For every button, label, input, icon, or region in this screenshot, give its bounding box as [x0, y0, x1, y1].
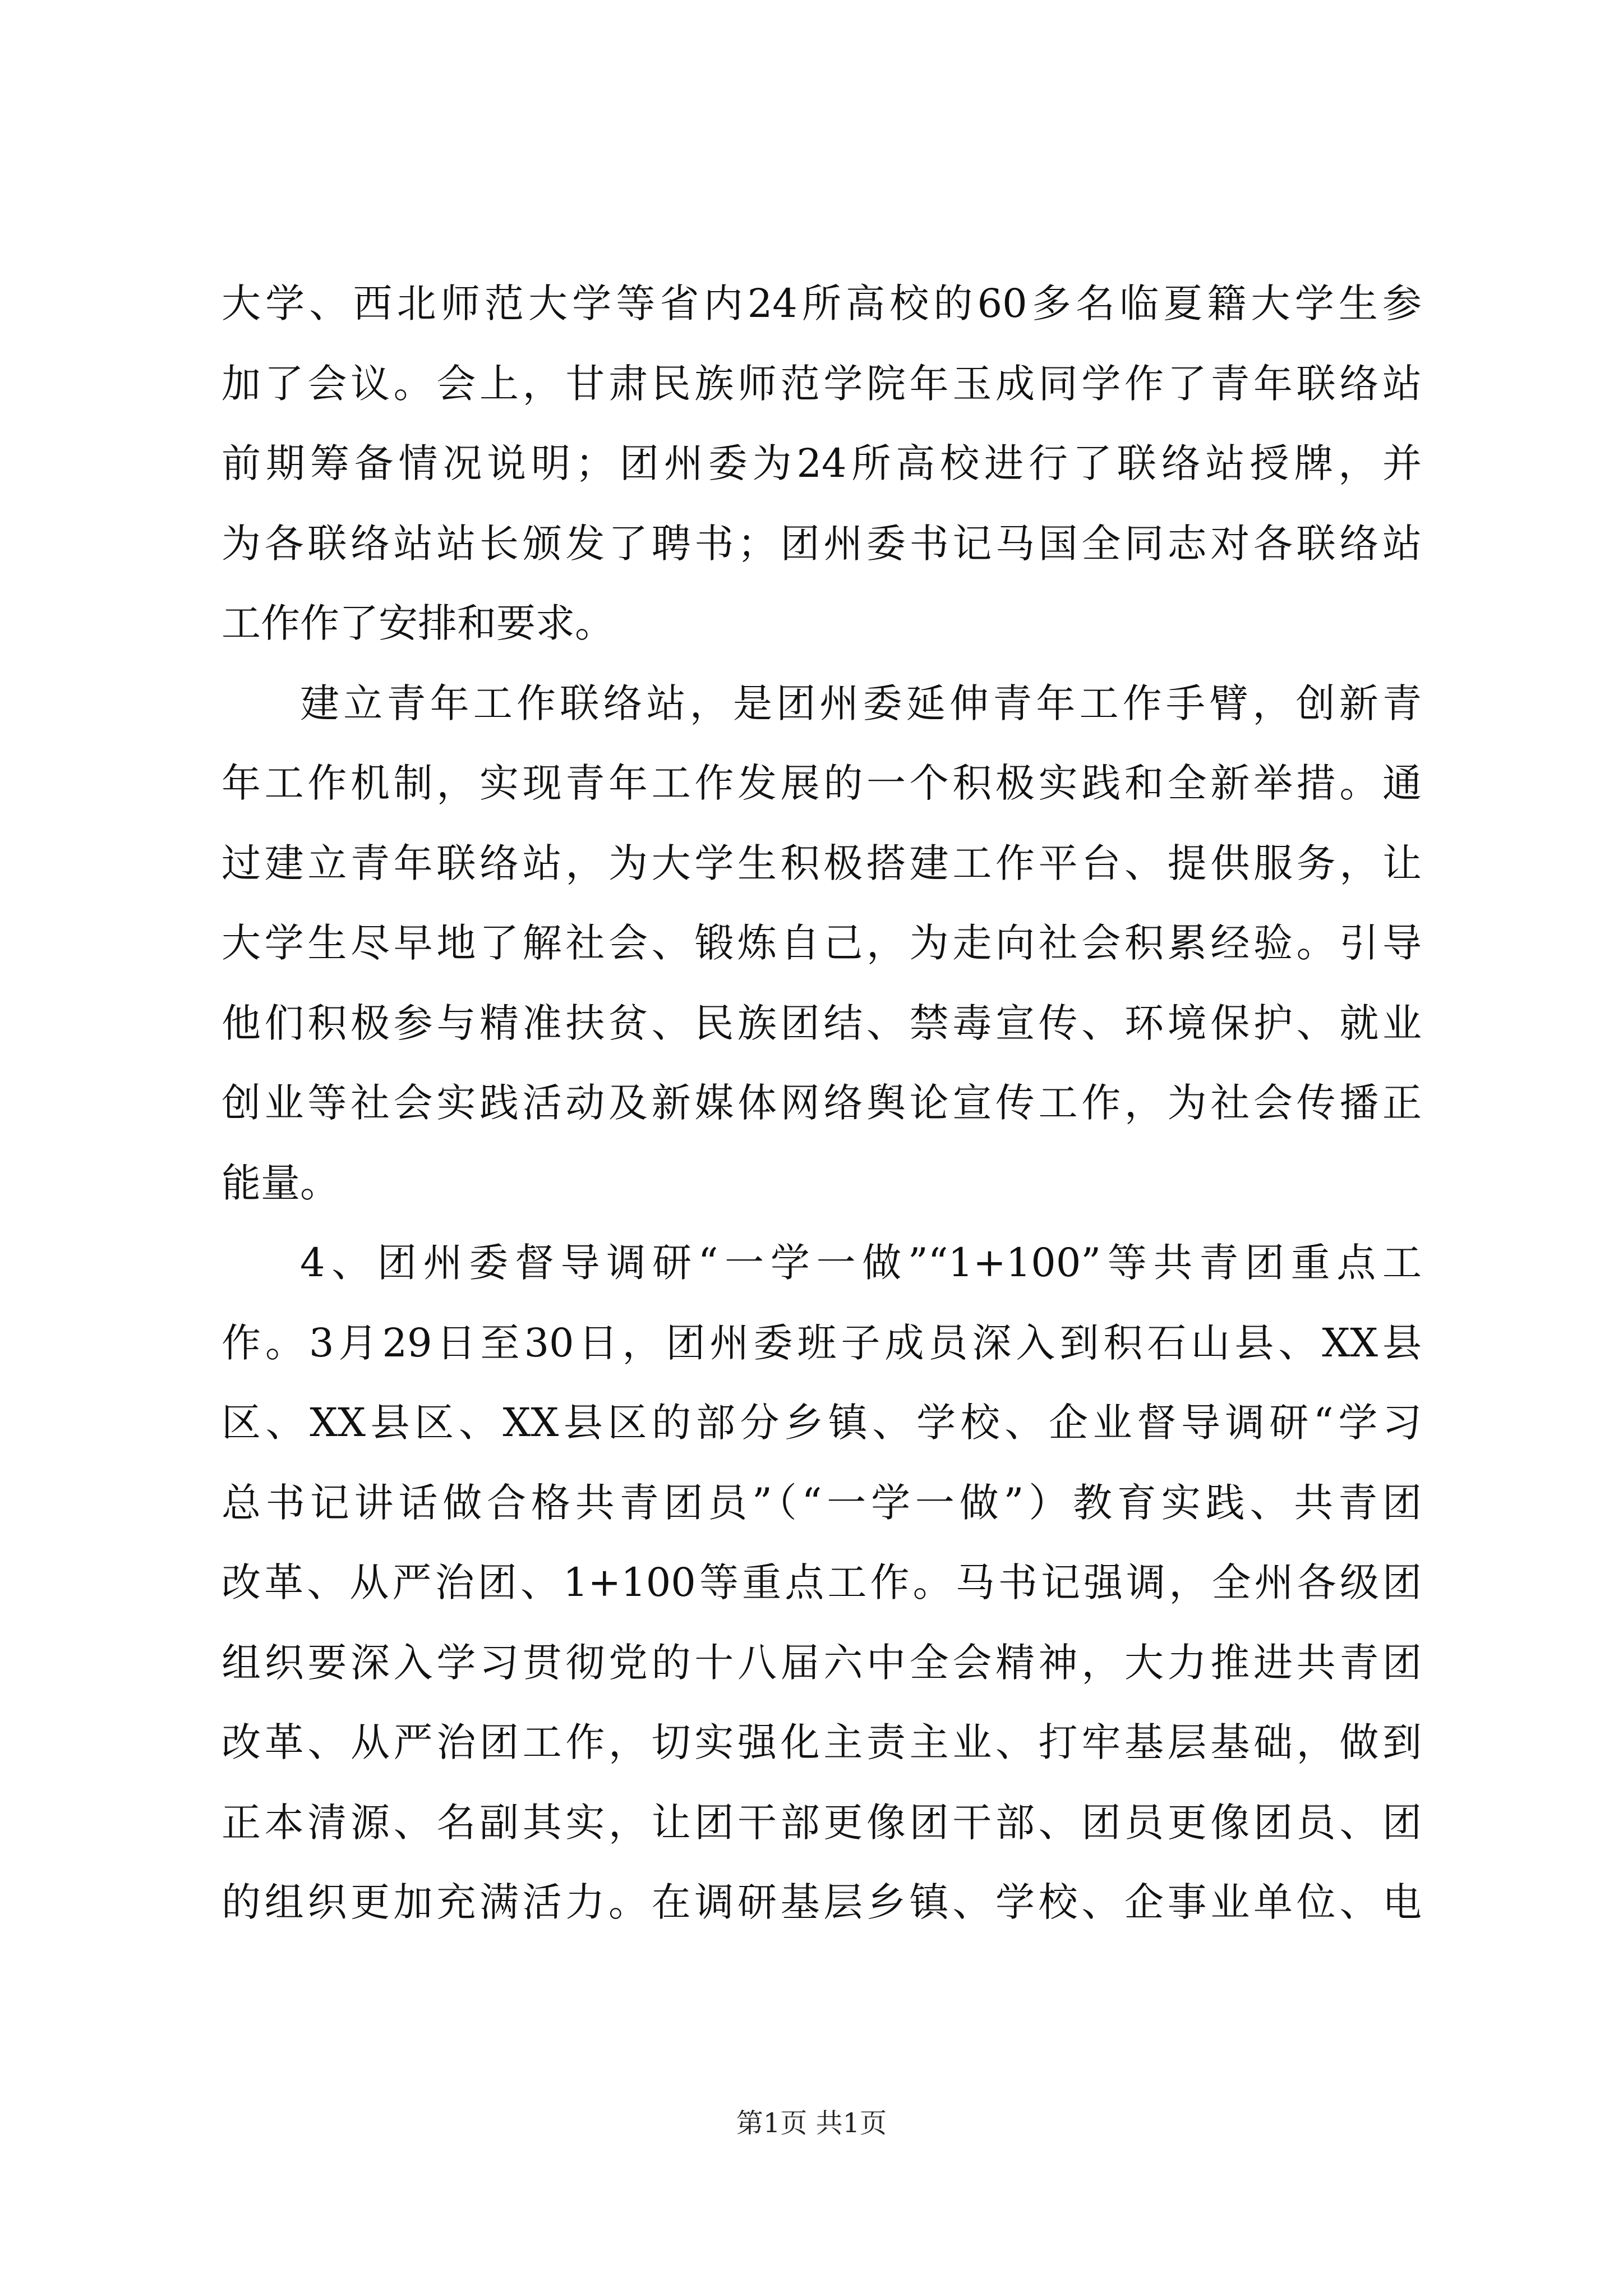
- text-line: 加了会议。会上，甘肃民族师范学院年玉成同学作了青年联络站: [222, 360, 1422, 407]
- text-line: 的组织更加充满活力。在调研基层乡镇、学校、企事业单位、电: [222, 1879, 1422, 1925]
- text-line: 创业等社会实践活动及新媒体网络舆论宣传工作，为社会传播正: [222, 1080, 1422, 1126]
- text-line: 他们积极参与精准扶贫、民族团结、禁毒宣传、环境保护、就业: [222, 1000, 1422, 1046]
- text-line: 年工作机制，实现青年工作发展的一个积极实践和全新举措。通: [222, 760, 1422, 806]
- text-line: 作。3月29日至30日，团州委班子成员深入到积石山县、XX县: [222, 1319, 1422, 1366]
- text-line: 过建立青年联络站，为大学生积极搭建工作平台、提供服务，让: [222, 840, 1422, 886]
- text-line: 为各联络站站长颁发了聘书；团州委书记马国全同志对各联络站: [222, 520, 1422, 567]
- text-line: 4、团州委督导调研“一学一做”“1+100”等共青团重点工: [300, 1240, 1422, 1286]
- text-line: 前期筹备情况说明；团州委为24所高校进行了联络站授牌，并: [222, 440, 1422, 486]
- document-body: [222, 264, 1422, 1943]
- text-line: 改革、从严治团、1+100等重点工作。马书记强调，全州各级团: [222, 1559, 1422, 1605]
- text-line: 大学生尽早地了解社会、锻炼自己，为走向社会积累经验。引导: [222, 920, 1422, 966]
- text-line: 能量。: [222, 1159, 339, 1206]
- text-line: 组织要深入学习贯彻党的十八届六中全会精神，大力推进共青团: [222, 1639, 1422, 1686]
- text-line: 总书记讲话做合格共青团员”（“一学一做”）教育实践、共青团: [222, 1479, 1422, 1526]
- text-line: 正本清源、名副其实，让团干部更像团干部、团员更像团员、团: [222, 1799, 1422, 1846]
- text-line: 改革、从严治团工作，切实强化主责主业、打牢基层基础，做到: [222, 1719, 1422, 1765]
- text-line: 工作作了安排和要求。: [222, 600, 614, 646]
- text-line: 建立青年工作联络站，是团州委延伸青年工作手臂，创新青: [300, 680, 1422, 726]
- text-line: 大学、西北师范大学等省内24所高校的60多名临夏籍大学生参: [222, 280, 1422, 326]
- page-number-footer: 第1页 共1页: [736, 2108, 887, 2139]
- text-line: 区、XX县区、XX县区的部分乡镇、学校、企业督导调研“学习: [222, 1400, 1422, 1446]
